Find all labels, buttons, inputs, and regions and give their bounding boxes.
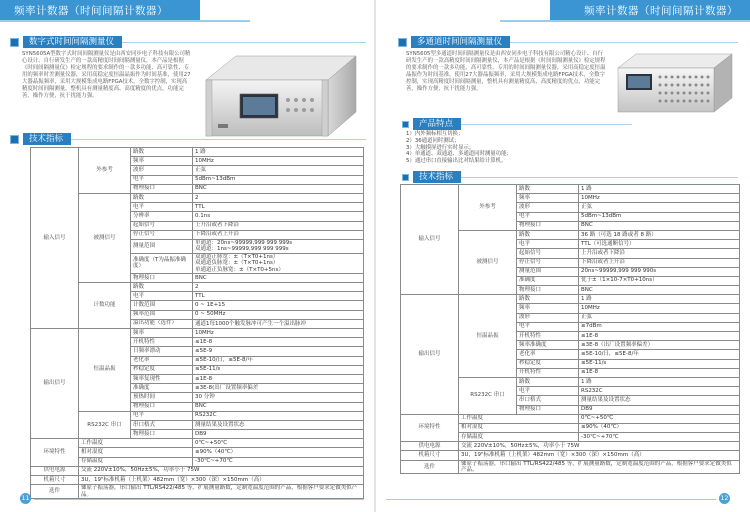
table-cell: RS232C [579, 387, 740, 396]
spec-title: 技术指标 [413, 171, 461, 183]
table-cell: 物理接口 [131, 273, 193, 282]
features-list [406, 131, 626, 165]
table-cell: 路数 [131, 148, 193, 157]
table-cell: ≤3E-8(出厂设置频率偏差 [193, 384, 364, 393]
table-cell: 正弦 [579, 313, 740, 322]
section-rule [122, 42, 366, 43]
table-group-cell: RS232C 串口 [79, 411, 131, 439]
table-cell: ≤5E-10/日，≤5E-8/年 [579, 350, 740, 359]
table-cell: 0 ~ 50MHz [193, 310, 364, 319]
table-cell: -30℃~+70℃ [579, 433, 740, 442]
table-cell: 下降沿或者上升沿 [579, 258, 740, 267]
table-cell: 正弦 [579, 203, 740, 212]
table-cell: 0 ~ 1E+15 [193, 301, 364, 310]
product-intro: SYN5605A型数字式时间间隔测量仪是由西安同步电子科技有限公司精心设计、自行研发生产的一款高精度时间间隔测量仪，本产品是根据《时间间隔测量仪》检定规程的要求制作的一款多功能、高可靠性、专用的频率时差测量仪器，采用高稳定度恒温晶振作为时间基准，使用27大器晶振频率，采用大规模集成电路FPGA技术，全数字控制，实现高精度时间间隔测量，整机具有测量精度高、高度精度的优点，功能完善，操作方便，抗干扰能力强。 [22, 51, 191, 99]
features-title: 产品特点 [413, 118, 461, 130]
table-group-cell: 环境特性 [401, 414, 459, 442]
table-cell: 铷原子振荡器，串口输出 TTL/RS422/485 等，扩展测量路数，定制宽温度范围的产品，根据客户要求定做类似产品。 [79, 485, 364, 499]
table-cell: ≤90%（40℃） [579, 423, 740, 432]
table-cell [193, 253, 364, 273]
table-cell: 开机特性 [517, 332, 579, 341]
table-cell: 频率准确度 [517, 341, 579, 350]
table-cell: 0.1ns [193, 212, 364, 221]
table-cell: 老化率 [131, 356, 193, 365]
table-cell: BNC [579, 221, 740, 230]
table-cell: 电平 [517, 322, 579, 331]
right-page [376, 0, 750, 512]
features-section [402, 118, 632, 130]
table-group-cell: 环境特性 [31, 439, 79, 467]
table-cell: 起始信号 [517, 249, 579, 258]
table-cell: 5dBm~13dBm [579, 212, 740, 221]
table-cell: 测量结果及设置状态 [193, 420, 364, 429]
header-title: 频率计数器（时间间隔计数器） [14, 5, 168, 17]
table-cell: 2 [193, 193, 364, 202]
table-cell: 工作温度 [459, 414, 579, 423]
table-cell: BNC [579, 286, 740, 295]
table-cell: 2 [193, 283, 364, 292]
table-cell: 分辨率 [131, 212, 193, 221]
table-cell: 1 路 [193, 148, 364, 157]
table-group-cell: 被测信号 [459, 230, 517, 294]
header-strip [0, 20, 250, 22]
table-cell: 频率 [517, 304, 579, 313]
table-group-cell: 选件 [401, 460, 459, 474]
table-group-cell: 输入信号 [401, 185, 459, 295]
section-rule [71, 139, 366, 140]
table-group-cell: 外参考 [79, 148, 131, 194]
table-cell: ≤1E-8 [579, 332, 740, 341]
table-cell: 溢出功能（选件） [131, 319, 193, 328]
table-cell: 路数 [517, 377, 579, 386]
list-item: 5）通过串口直接输出比对结果给计算机。 [406, 158, 507, 165]
header-bar [550, 0, 750, 20]
table-cell: TTL（可选通断信号） [579, 240, 740, 249]
table-group-cell: 供电电源 [401, 442, 459, 451]
product-title: 数字式时间间隔测量仪 [23, 36, 122, 48]
table-cell: 1 路 [579, 185, 740, 194]
table-cell: 3U，19"标准机箱（上机架）482mm（宽）×300（深）×150mm（高） [79, 476, 364, 485]
table-group-cell: 被测信号 [79, 193, 131, 282]
table-cell: BNC [193, 273, 364, 282]
table-cell: 日频率漂动 [131, 347, 193, 356]
table-cell: 秒稳定度 [517, 359, 579, 368]
table-cell: 0℃~+50℃ [193, 439, 364, 448]
table-cell-line: 单通道：20ns~99999,999 999 999s [195, 239, 293, 246]
table-cell: 路数 [131, 193, 193, 202]
table-cell: TTL [193, 203, 364, 212]
rack-device-image [196, 50, 360, 140]
section-rule [510, 42, 738, 43]
table-cell-line: 单通道正负脉宽：±（T×T0+5ns） [195, 266, 284, 273]
table-cell: ≤90%（40℃） [193, 448, 364, 457]
product-title-section [398, 36, 738, 48]
table-cell: RS232C [193, 411, 364, 420]
table-cell: 下降沿或者上升沿 [193, 230, 364, 239]
table-cell: 测量范围 [131, 239, 193, 253]
table-group-cell: RS232C 串口 [459, 377, 517, 414]
table-cell: 存储温度 [79, 457, 193, 466]
table-cell: 通道1每1000个触发脉冲可产生一个溢出脉冲 [193, 319, 364, 328]
table-cell-line: 双通道正脉宽：±（T×T0+1ns） [195, 253, 279, 260]
table-cell: 正弦 [193, 166, 364, 175]
table-cell: 电平 [131, 411, 193, 420]
page-number: 11 [21, 495, 30, 502]
section-square-icon [402, 174, 409, 181]
table-cell: 电平 [131, 203, 193, 212]
table-cell: 36 路（可选 18 路或者 8 路） [579, 230, 740, 239]
table-cell: 10MHz [193, 157, 364, 166]
table-cell: 频率复现性 [131, 374, 193, 383]
table-cell [193, 239, 364, 253]
product-title: 多通道时间间隔测量仪 [411, 36, 510, 48]
section-rule [461, 124, 632, 125]
table-cell: 1 路 [579, 377, 740, 386]
table-cell: 波形 [517, 203, 579, 212]
spec-title: 技术指标 [23, 133, 71, 145]
table-cell: BNC [193, 184, 364, 193]
table-cell: 10MHz [579, 194, 740, 203]
table-cell: ≤1E-8 [579, 368, 740, 377]
section-rule [461, 177, 738, 178]
table-cell: 物理接口 [517, 405, 579, 414]
section-square-icon [398, 38, 407, 47]
table-cell: 物理接口 [131, 402, 193, 411]
table-cell: 上升沿或者下降沿 [193, 221, 364, 230]
list-item: 1）内外频标相互切换； [406, 131, 464, 137]
list-item: 2）36通道同时测试； [406, 137, 460, 144]
left-page [0, 0, 374, 512]
table-cell: 频率 [517, 194, 579, 203]
table-cell: ≤5E-10/日，≤5E-8/年 [193, 356, 364, 365]
table-cell: 3U，19"标准机箱（上机架）482mm（宽）×300（深）×150mm（高） [459, 451, 740, 460]
table-cell: 相对湿度 [79, 448, 193, 457]
table-cell: ≤1E-8 [193, 374, 364, 383]
table-cell: 开机特性 [131, 338, 193, 347]
header-strip [500, 20, 750, 22]
table-cell: 预热时间 [131, 393, 193, 402]
table-cell: 电平 [517, 212, 579, 221]
table-cell: 0℃~+50℃ [579, 414, 740, 423]
table-cell: ≤3E-8（出厂设置频率偏差） [579, 341, 740, 350]
spec-section [402, 171, 738, 183]
table-cell: DB9 [193, 430, 364, 439]
footer-rule [386, 499, 716, 500]
table-cell: 电平 [131, 292, 193, 301]
table-group-cell: 输入信号 [31, 148, 79, 329]
table-cell: 起始信号 [131, 221, 193, 230]
table-cell: 10MHz [193, 329, 364, 338]
table-group-cell: 机箱尺寸 [31, 476, 79, 485]
table-cell: ≤1E-8 [193, 338, 364, 347]
table-cell: 物理接口 [517, 286, 579, 295]
table-cell: 波形 [131, 166, 193, 175]
table-cell: ≥7dBm [579, 322, 740, 331]
header-bar [0, 0, 200, 20]
section-square-icon [10, 135, 19, 144]
table-cell: 路数 [517, 185, 579, 194]
table-cell: 计数范围 [131, 301, 193, 310]
table-cell: 频率 [131, 329, 193, 338]
table-cell: 路数 [131, 283, 193, 292]
table-group-cell: 选件 [31, 485, 79, 499]
list-item: 3）大触摸屏进行实时显示； [406, 144, 475, 151]
table-cell: DB9 [579, 405, 740, 414]
list-item: 4）单通道、双通道、多通道同时测量功能； [406, 151, 512, 158]
table-cell: 串口格式 [131, 420, 193, 429]
table-cell: 铷原子振荡器，串口输出 TTL/RS422/485 等，扩展测量路数，定制宽温度范围的产品，根据客户要求定做类似产品。 [459, 460, 740, 474]
table-cell: 准确度 [517, 276, 579, 285]
table-group-cell: 供电电源 [31, 466, 79, 475]
rack-device-panel-image [614, 50, 734, 120]
table-cell: TTL [193, 292, 364, 301]
table-cell: 电平 [131, 175, 193, 184]
table-cell: ≤5E-9 [193, 347, 364, 356]
table-cell-line: 双通道：1ns~99999,999 999 999s [195, 246, 289, 253]
table-cell: 10MHz [579, 304, 740, 313]
table-cell: 电平 [517, 387, 579, 396]
table-cell: 停止信号 [131, 230, 193, 239]
page-number: 12 [720, 495, 729, 502]
table-cell: 路数 [517, 230, 579, 239]
table-cell: 老化率 [517, 350, 579, 359]
table-cell: 交流 220V±10%，50Hz±5%，功率小于 75W [79, 466, 364, 475]
table-cell: 5dBm~13dBm [193, 175, 364, 184]
table-group-cell: 外参考 [459, 185, 517, 231]
table-group-cell: 计数功能 [79, 283, 131, 329]
table-cell: 测量结果及设置状态 [579, 396, 740, 405]
table-cell: 测量范围 [517, 267, 579, 276]
table-cell: ≤5E-11/s [193, 365, 364, 374]
table-cell: 30 分钟 [193, 393, 364, 402]
table-cell: 频率 [131, 157, 193, 166]
table-cell: 上升沿或者下降沿 [579, 249, 740, 258]
table-cell: 串口格式 [517, 396, 579, 405]
table-cell-line: 双通道负脉宽：±（T×T0+1ns） [195, 260, 279, 267]
header-title: 频率计数器（时间间隔计数器） [584, 5, 738, 17]
table-cell: 波形 [517, 313, 579, 322]
table-cell: 准确度 [131, 384, 193, 393]
table-cell: ≤5E-11/s [579, 359, 740, 368]
section-square-icon [402, 121, 409, 128]
table-cell: BNC [193, 402, 364, 411]
product-title-section [10, 36, 366, 48]
table-group-cell: 恒温晶振 [459, 295, 517, 378]
table-group-cell: 输出信号 [31, 329, 79, 439]
footer-rule [34, 499, 364, 500]
table-cell: 路数 [517, 295, 579, 304]
spec-section [10, 133, 366, 145]
table-cell: 秒稳定度 [131, 365, 193, 374]
table-cell: 交流 220V±10%，50Hz±5%，功率小于 75W [459, 442, 740, 451]
table-cell: 电平 [517, 240, 579, 249]
table-cell: 物理接口 [131, 184, 193, 193]
table-cell: 频率范围 [131, 310, 193, 319]
table-cell: 相对湿度 [459, 423, 579, 432]
table-cell: 开机特性 [517, 368, 579, 377]
table-group-cell: 输出信号 [401, 295, 459, 414]
table-cell: 准确度（T为晶振准确度） [131, 253, 193, 273]
product-intro: SYN5605型多通道时间间隔测量仪是由西安同步电子科技有限公司精心设计、自行研发生产的一款高精度时间间隔测量仪，本产品是根据《时间间隔测量仪》检定规程的要求制作的一款多功能、高可靠性、专用的时间间隔测量仪器，采用高稳定度恒温晶振作为时间基准，使用27大器晶振频率，采用大规模集成电路FPGA技术，全数字控制，实现高精度时间间隔测量，整机具有测量精度高、高度精度的优点，功能完善，操作方便，抗干扰能力强。 [406, 51, 606, 92]
table-group-cell: 恒温晶振 [79, 329, 131, 412]
table-cell: 停止信号 [517, 258, 579, 267]
table-cell: 物理接口 [517, 221, 579, 230]
spec-table [400, 184, 740, 474]
table-cell: -30℃~+70℃ [193, 457, 364, 466]
spec-table [30, 147, 364, 499]
table-group-cell: 机箱尺寸 [401, 451, 459, 460]
table-cell: 1 路 [579, 295, 740, 304]
table-cell: 工作温度 [79, 439, 193, 448]
table-cell: 优于±（1×10-7×T0+10ns） [579, 276, 740, 285]
section-square-icon [10, 38, 19, 47]
table-cell: 物理接口 [131, 430, 193, 439]
table-cell: 20ns~99999,999 999 990s [579, 267, 740, 276]
table-cell: 存储温度 [459, 433, 579, 442]
